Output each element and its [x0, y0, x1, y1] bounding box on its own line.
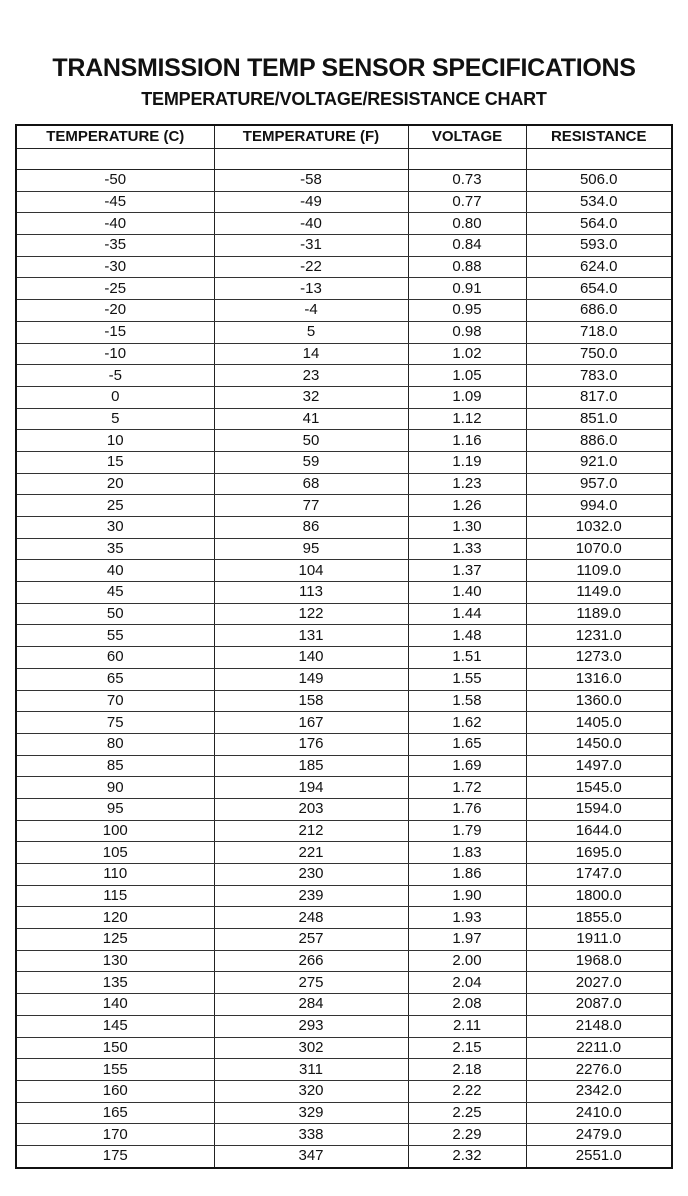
table-header [16, 125, 672, 149]
cell-temperature-c: 145 [16, 1015, 214, 1037]
cell-voltage: 2.22 [408, 1080, 526, 1102]
cell-temperature-f: 158 [214, 690, 408, 712]
cell-temperature-c: -35 [16, 235, 214, 257]
table-row [16, 343, 672, 365]
cell-resistance: 564.0 [526, 213, 672, 235]
cell-voltage: 2.18 [408, 1059, 526, 1081]
cell-resistance: 1273.0 [526, 647, 672, 669]
cell-voltage: 2.15 [408, 1037, 526, 1059]
table-row [16, 798, 672, 820]
table-row [16, 864, 672, 886]
table-row [16, 1080, 672, 1102]
cell-resistance: 783.0 [526, 365, 672, 387]
table-row [16, 733, 672, 755]
cell-resistance: 886.0 [526, 430, 672, 452]
cell-voltage: 1.33 [408, 538, 526, 560]
cell-temperature-f: 284 [214, 994, 408, 1016]
cell-resistance: 1450.0 [526, 733, 672, 755]
cell-voltage: 0.91 [408, 278, 526, 300]
cell-temperature-c: -40 [16, 213, 214, 235]
cell-temperature-f: 311 [214, 1059, 408, 1081]
cell-temperature-c: -5 [16, 365, 214, 387]
table-row [16, 256, 672, 278]
cell-resistance: 2479.0 [526, 1124, 672, 1146]
blank-cell [408, 149, 526, 170]
cell-resistance: 2027.0 [526, 972, 672, 994]
cell-voltage: 1.58 [408, 690, 526, 712]
header-row [16, 125, 672, 149]
cell-temperature-f: -13 [214, 278, 408, 300]
cell-temperature-c: 150 [16, 1037, 214, 1059]
table-row [16, 690, 672, 712]
cell-voltage: 1.69 [408, 755, 526, 777]
cell-temperature-f: 14 [214, 343, 408, 365]
cell-temperature-c: 110 [16, 864, 214, 886]
header-temperature-c: TEMPERATURE (C) [16, 125, 214, 149]
cell-temperature-c: 135 [16, 972, 214, 994]
cell-temperature-f: 221 [214, 842, 408, 864]
cell-temperature-f: 140 [214, 647, 408, 669]
cell-temperature-f: 347 [214, 1145, 408, 1167]
table-row [16, 1145, 672, 1167]
cell-resistance: 1405.0 [526, 712, 672, 734]
cell-resistance: 1968.0 [526, 950, 672, 972]
cell-resistance: 593.0 [526, 235, 672, 257]
cell-temperature-f: 122 [214, 603, 408, 625]
table-row [16, 538, 672, 560]
cell-temperature-f: 320 [214, 1080, 408, 1102]
cell-resistance: 817.0 [526, 386, 672, 408]
header-voltage: VOLTAGE [408, 125, 526, 149]
cell-voltage: 2.29 [408, 1124, 526, 1146]
cell-temperature-f: 104 [214, 560, 408, 582]
blank-cell [526, 149, 672, 170]
cell-temperature-f: 113 [214, 582, 408, 604]
cell-voltage: 1.12 [408, 408, 526, 430]
cell-temperature-f: 257 [214, 929, 408, 951]
cell-temperature-f: 176 [214, 733, 408, 755]
cell-temperature-c: -30 [16, 256, 214, 278]
cell-resistance: 2211.0 [526, 1037, 672, 1059]
cell-voltage: 2.11 [408, 1015, 526, 1037]
cell-voltage: 1.76 [408, 798, 526, 820]
cell-temperature-c: 35 [16, 538, 214, 560]
cell-voltage: 1.72 [408, 777, 526, 799]
header-resistance: RESISTANCE [526, 125, 672, 149]
cell-temperature-c: -20 [16, 300, 214, 322]
cell-voltage: 1.05 [408, 365, 526, 387]
cell-temperature-f: 167 [214, 712, 408, 734]
cell-temperature-c: 75 [16, 712, 214, 734]
cell-voltage: 1.97 [408, 929, 526, 951]
cell-temperature-f: 32 [214, 386, 408, 408]
cell-temperature-f: -40 [214, 213, 408, 235]
sensor-spec-table [15, 124, 673, 1169]
blank-cell [16, 149, 214, 170]
cell-temperature-f: 239 [214, 885, 408, 907]
table-row [16, 235, 672, 257]
table-row [16, 582, 672, 604]
table-row [16, 560, 672, 582]
table-row [16, 278, 672, 300]
cell-temperature-c: 70 [16, 690, 214, 712]
table-row [16, 972, 672, 994]
cell-voltage: 1.62 [408, 712, 526, 734]
cell-voltage: 1.23 [408, 473, 526, 495]
cell-temperature-c: 170 [16, 1124, 214, 1146]
cell-temperature-c: 55 [16, 625, 214, 647]
cell-temperature-c: 80 [16, 733, 214, 755]
cell-resistance: 1316.0 [526, 668, 672, 690]
cell-temperature-c: -25 [16, 278, 214, 300]
cell-resistance: 534.0 [526, 191, 672, 213]
cell-temperature-f: 68 [214, 473, 408, 495]
cell-resistance: 654.0 [526, 278, 672, 300]
cell-temperature-c: 95 [16, 798, 214, 820]
cell-temperature-f: 329 [214, 1102, 408, 1124]
cell-temperature-f: 23 [214, 365, 408, 387]
cell-resistance: 1855.0 [526, 907, 672, 929]
cell-voltage: 2.04 [408, 972, 526, 994]
cell-temperature-c: 175 [16, 1145, 214, 1167]
cell-resistance: 1032.0 [526, 517, 672, 539]
cell-voltage: 1.30 [408, 517, 526, 539]
cell-voltage: 1.55 [408, 668, 526, 690]
cell-voltage: 0.80 [408, 213, 526, 235]
cell-resistance: 1231.0 [526, 625, 672, 647]
cell-temperature-f: -4 [214, 300, 408, 322]
cell-voltage: 1.48 [408, 625, 526, 647]
table-row [16, 994, 672, 1016]
cell-voltage: 0.73 [408, 170, 526, 192]
cell-resistance: 1911.0 [526, 929, 672, 951]
table-row [16, 451, 672, 473]
cell-voltage: 1.86 [408, 864, 526, 886]
cell-temperature-f: -58 [214, 170, 408, 192]
cell-temperature-f: 203 [214, 798, 408, 820]
cell-temperature-f: 50 [214, 430, 408, 452]
cell-voltage: 0.98 [408, 321, 526, 343]
cell-voltage: 1.26 [408, 495, 526, 517]
cell-resistance: 624.0 [526, 256, 672, 278]
cell-temperature-c: 50 [16, 603, 214, 625]
cell-temperature-c: 160 [16, 1080, 214, 1102]
cell-resistance: 994.0 [526, 495, 672, 517]
cell-temperature-c: -50 [16, 170, 214, 192]
table-row [16, 1015, 672, 1037]
cell-resistance: 2551.0 [526, 1145, 672, 1167]
cell-resistance: 2410.0 [526, 1102, 672, 1124]
cell-voltage: 0.95 [408, 300, 526, 322]
cell-voltage: 1.93 [408, 907, 526, 929]
table-row [16, 647, 672, 669]
table-row [16, 712, 672, 734]
cell-voltage: 0.84 [408, 235, 526, 257]
table-row [16, 907, 672, 929]
table-row [16, 950, 672, 972]
cell-resistance: 2276.0 [526, 1059, 672, 1081]
table-row [16, 365, 672, 387]
cell-resistance: 1695.0 [526, 842, 672, 864]
cell-temperature-f: 41 [214, 408, 408, 430]
cell-resistance: 1149.0 [526, 582, 672, 604]
cell-temperature-c: 10 [16, 430, 214, 452]
cell-temperature-c: 5 [16, 408, 214, 430]
cell-temperature-c: 90 [16, 777, 214, 799]
cell-temperature-c: 100 [16, 820, 214, 842]
table-row [16, 1102, 672, 1124]
cell-resistance: 1189.0 [526, 603, 672, 625]
cell-voltage: 2.32 [408, 1145, 526, 1167]
blank-cell [214, 149, 408, 170]
cell-temperature-c: 115 [16, 885, 214, 907]
cell-temperature-f: 86 [214, 517, 408, 539]
cell-temperature-f: 59 [214, 451, 408, 473]
cell-voltage: 2.00 [408, 950, 526, 972]
cell-voltage: 1.16 [408, 430, 526, 452]
cell-resistance: 2087.0 [526, 994, 672, 1016]
table-row [16, 842, 672, 864]
table-row [16, 170, 672, 192]
table-row [16, 495, 672, 517]
cell-resistance: 2148.0 [526, 1015, 672, 1037]
cell-voltage: 1.83 [408, 842, 526, 864]
cell-temperature-f: 248 [214, 907, 408, 929]
cell-resistance: 1747.0 [526, 864, 672, 886]
cell-temperature-c: 20 [16, 473, 214, 495]
table-row [16, 300, 672, 322]
cell-resistance: 750.0 [526, 343, 672, 365]
table-row [16, 408, 672, 430]
cell-resistance: 1644.0 [526, 820, 672, 842]
table-row [16, 755, 672, 777]
table-row [16, 430, 672, 452]
table-row [16, 603, 672, 625]
cell-resistance: 686.0 [526, 300, 672, 322]
page-subtitle: TEMPERATURE/VOLTAGE/RESISTANCE CHART [141, 89, 547, 109]
cell-voltage: 1.40 [408, 582, 526, 604]
cell-resistance: 718.0 [526, 321, 672, 343]
cell-temperature-c: -45 [16, 191, 214, 213]
cell-voltage: 1.44 [408, 603, 526, 625]
table-row [16, 191, 672, 213]
cell-temperature-f: 194 [214, 777, 408, 799]
cell-voltage: 1.09 [408, 386, 526, 408]
cell-temperature-c: 40 [16, 560, 214, 582]
page-title: TRANSMISSION TEMP SENSOR SPECIFICATIONS [52, 54, 636, 82]
table-row [16, 517, 672, 539]
table-row [16, 929, 672, 951]
table-row [16, 1037, 672, 1059]
cell-temperature-c: -15 [16, 321, 214, 343]
cell-resistance: 1070.0 [526, 538, 672, 560]
cell-temperature-f: 266 [214, 950, 408, 972]
table-row [16, 668, 672, 690]
cell-temperature-f: 338 [214, 1124, 408, 1146]
table-row [16, 885, 672, 907]
cell-voltage: 1.65 [408, 733, 526, 755]
cell-temperature-c: 15 [16, 451, 214, 473]
cell-temperature-f: -22 [214, 256, 408, 278]
cell-temperature-f: 275 [214, 972, 408, 994]
table-row [16, 321, 672, 343]
cell-voltage: 2.08 [408, 994, 526, 1016]
cell-temperature-c: 155 [16, 1059, 214, 1081]
cell-temperature-f: 77 [214, 495, 408, 517]
cell-resistance: 921.0 [526, 451, 672, 473]
cell-temperature-f: 131 [214, 625, 408, 647]
cell-temperature-f: 293 [214, 1015, 408, 1037]
cell-resistance: 2342.0 [526, 1080, 672, 1102]
cell-temperature-c: -10 [16, 343, 214, 365]
cell-temperature-c: 140 [16, 994, 214, 1016]
table-row [16, 473, 672, 495]
cell-resistance: 1109.0 [526, 560, 672, 582]
cell-voltage: 1.37 [408, 560, 526, 582]
cell-voltage: 1.19 [408, 451, 526, 473]
cell-temperature-f: -31 [214, 235, 408, 257]
cell-temperature-c: 30 [16, 517, 214, 539]
table-row [16, 1124, 672, 1146]
cell-temperature-c: 85 [16, 755, 214, 777]
cell-resistance: 1360.0 [526, 690, 672, 712]
cell-temperature-c: 60 [16, 647, 214, 669]
table-row [16, 777, 672, 799]
cell-voltage: 1.51 [408, 647, 526, 669]
cell-voltage: 1.90 [408, 885, 526, 907]
cell-voltage: 0.88 [408, 256, 526, 278]
cell-temperature-c: 120 [16, 907, 214, 929]
cell-temperature-c: 0 [16, 386, 214, 408]
table-row [16, 386, 672, 408]
table-row [16, 213, 672, 235]
cell-temperature-c: 105 [16, 842, 214, 864]
cell-voltage: 1.79 [408, 820, 526, 842]
table-row [16, 820, 672, 842]
cell-temperature-c: 45 [16, 582, 214, 604]
cell-resistance: 957.0 [526, 473, 672, 495]
cell-resistance: 1594.0 [526, 798, 672, 820]
cell-temperature-f: 149 [214, 668, 408, 690]
cell-voltage: 0.77 [408, 191, 526, 213]
cell-resistance: 506.0 [526, 170, 672, 192]
cell-temperature-c: 65 [16, 668, 214, 690]
table-row [16, 625, 672, 647]
cell-resistance: 1800.0 [526, 885, 672, 907]
cell-temperature-f: -49 [214, 191, 408, 213]
cell-temperature-f: 302 [214, 1037, 408, 1059]
cell-temperature-c: 25 [16, 495, 214, 517]
cell-temperature-c: 130 [16, 950, 214, 972]
cell-temperature-f: 230 [214, 864, 408, 886]
table-body [16, 149, 672, 1168]
cell-resistance: 1545.0 [526, 777, 672, 799]
cell-temperature-c: 125 [16, 929, 214, 951]
header-temperature-f: TEMPERATURE (F) [214, 125, 408, 149]
cell-resistance: 851.0 [526, 408, 672, 430]
blank-spacer-row [16, 149, 672, 170]
cell-temperature-f: 212 [214, 820, 408, 842]
cell-voltage: 1.02 [408, 343, 526, 365]
cell-temperature-f: 95 [214, 538, 408, 560]
cell-temperature-f: 185 [214, 755, 408, 777]
cell-resistance: 1497.0 [526, 755, 672, 777]
table-row [16, 1059, 672, 1081]
cell-temperature-c: 165 [16, 1102, 214, 1124]
cell-temperature-f: 5 [214, 321, 408, 343]
cell-voltage: 2.25 [408, 1102, 526, 1124]
